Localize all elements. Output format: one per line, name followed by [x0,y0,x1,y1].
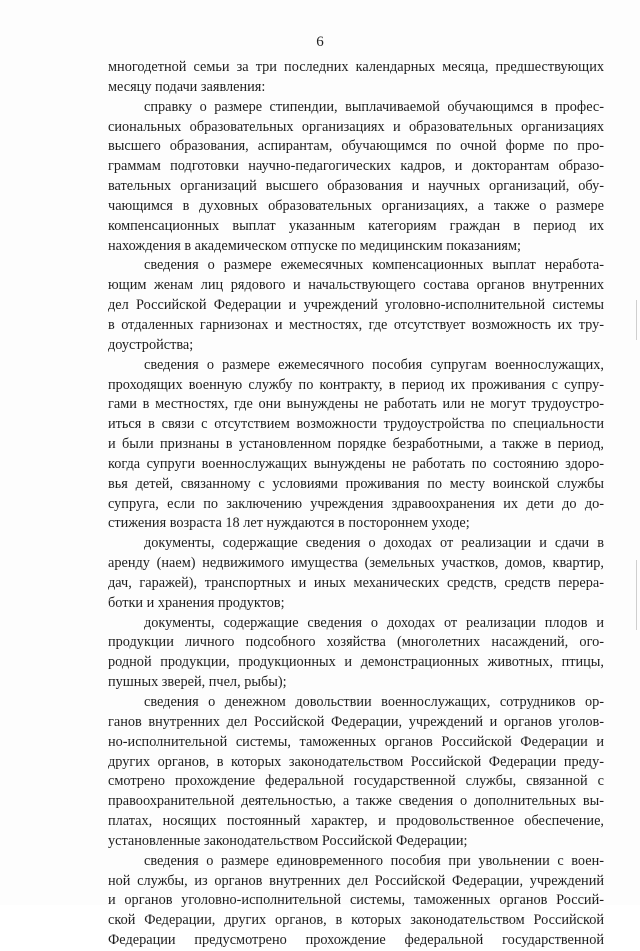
text-line: других органов, в которых законодательством Российской Федерации преду- [108,753,604,770]
text-line: сведения о размере ежемесячных компенсационных выплат неработа- [144,257,604,274]
text-line: документы, содержащие сведения о доходах от реализации и сдачи в [144,535,604,552]
text-line: когда супруги военнослужащих вынуждены не работать по состоянию здоро- [108,455,604,472]
text-line: вья детей, связанному с условиями проживания по месту воинской службы [108,475,604,492]
text-line: сиональных образовательных организациях и образовательных организациях [108,118,604,135]
text-line: сведения о денежном довольствии военнослужащих, сотрудников ор- [144,694,604,710]
text-line: продукции личного подсобного хозяйства (многолетних насаждений, ого- [108,634,604,651]
text-line: пушных зверей, пчел, рыбы); [108,674,287,691]
text-line: высшего образования, аспирантам, обучающимся по очной форме по про- [108,138,604,155]
text-line: родной продукции, продукционных и демонстрационных животных, птицы, [108,654,604,671]
text-line: аренду (наем) недвижимого имущества (земельных участков, домов, квартир, [108,555,604,572]
text-line: дел Российской Федерации и учреждений уголовно-исполнительной системы [108,297,604,314]
text-line: в отдаленных гарнизонах и местностях, где отсутствует возможность их тру- [108,316,604,333]
text-line: супруга, если по заключению учреждения здравоохранения их дети до до- [108,495,604,512]
text-line: многодетной семьи за три последних календарных месяца, предшествующих [108,59,604,75]
text-line: установленные законодательством Российской Федерации; [108,832,468,849]
text-line: ской Федерации, других органов, в которых законодательством Российской [108,912,604,929]
text-line: сведения о размере единовременного пособия при увольнении с воен- [144,852,604,869]
text-line: гами в местностях, где они вынуждены не работать или не могут трудоустро- [108,396,604,413]
text-line: стижения возраста 18 лет нуждаются в постороннем уходе; [108,515,470,532]
text-line: нахождения в академическом отпуске по медицинским показаниям; [108,237,522,254]
text-line: доустройства; [108,336,194,353]
text-line: компенсационных выплат указанным категориям граждан в период их [108,217,604,234]
scan-edge-mark [636,560,637,630]
text-line: чающимся в духовных образовательных организациях, а также о размере [108,197,604,214]
text-line: и органов уголовно-исполнительной системы, таможенных органов Россий- [108,892,604,909]
text-line: ганов внутренних дел Российской Федерации, учреждений и органов уголов- [108,713,604,730]
text-line: правоохранительной деятельностью, а также сведения о дополнительных вы- [108,793,604,810]
text-line: ботки и хранения продуктов; [108,594,285,611]
text-line: справку о размере стипендии, выплачиваемой обучающимся в профес- [144,98,604,115]
scan-edge-mark [636,300,637,340]
text-line: месяцу подачи заявления: [108,78,266,95]
text-line: но-исполнительной системы, таможенных органов Российской Федерации и [108,733,604,750]
text-line: проходящих военную службу по контракту, в период их проживания с супру- [108,376,604,393]
text-line: граммам подготовки научно-педагогических кадров, и докторантам образо- [108,158,604,175]
text-line: ющим женам лиц рядового и начальствующего состава органов внутренних [108,277,604,294]
text-line: ной службы, из органов внутренних дел Российской Федерации, учреждений [108,872,604,889]
text-line: и были признаны в установленном порядке безработными, а также в период, [108,436,604,453]
text-line: вательных организаций высшего образования и научных организаций, обу- [108,178,604,195]
page-number: 6 [316,34,324,50]
text-line: дач, гаражей), транспортных и иных механических средств, средств перера- [108,574,604,591]
text-line: документы, содержащие сведения о доходах от реализации плодов и [144,614,604,631]
text-line: смотрено прохождение федеральной государственной службы, связанной с [108,773,604,790]
document-body [108,58,604,951]
text-line: платах, носящих постоянный характер, и продовольственное обеспечение, [108,813,604,830]
text-line: сведения о размере ежемесячного пособия супругам военнослужащих, [144,356,604,373]
text-line: Федерации предусмотрено прохождение федеральной государственной [108,932,604,949]
text-line: иться в связи с отсутствием возможности трудоустройства по специальности [108,416,604,433]
